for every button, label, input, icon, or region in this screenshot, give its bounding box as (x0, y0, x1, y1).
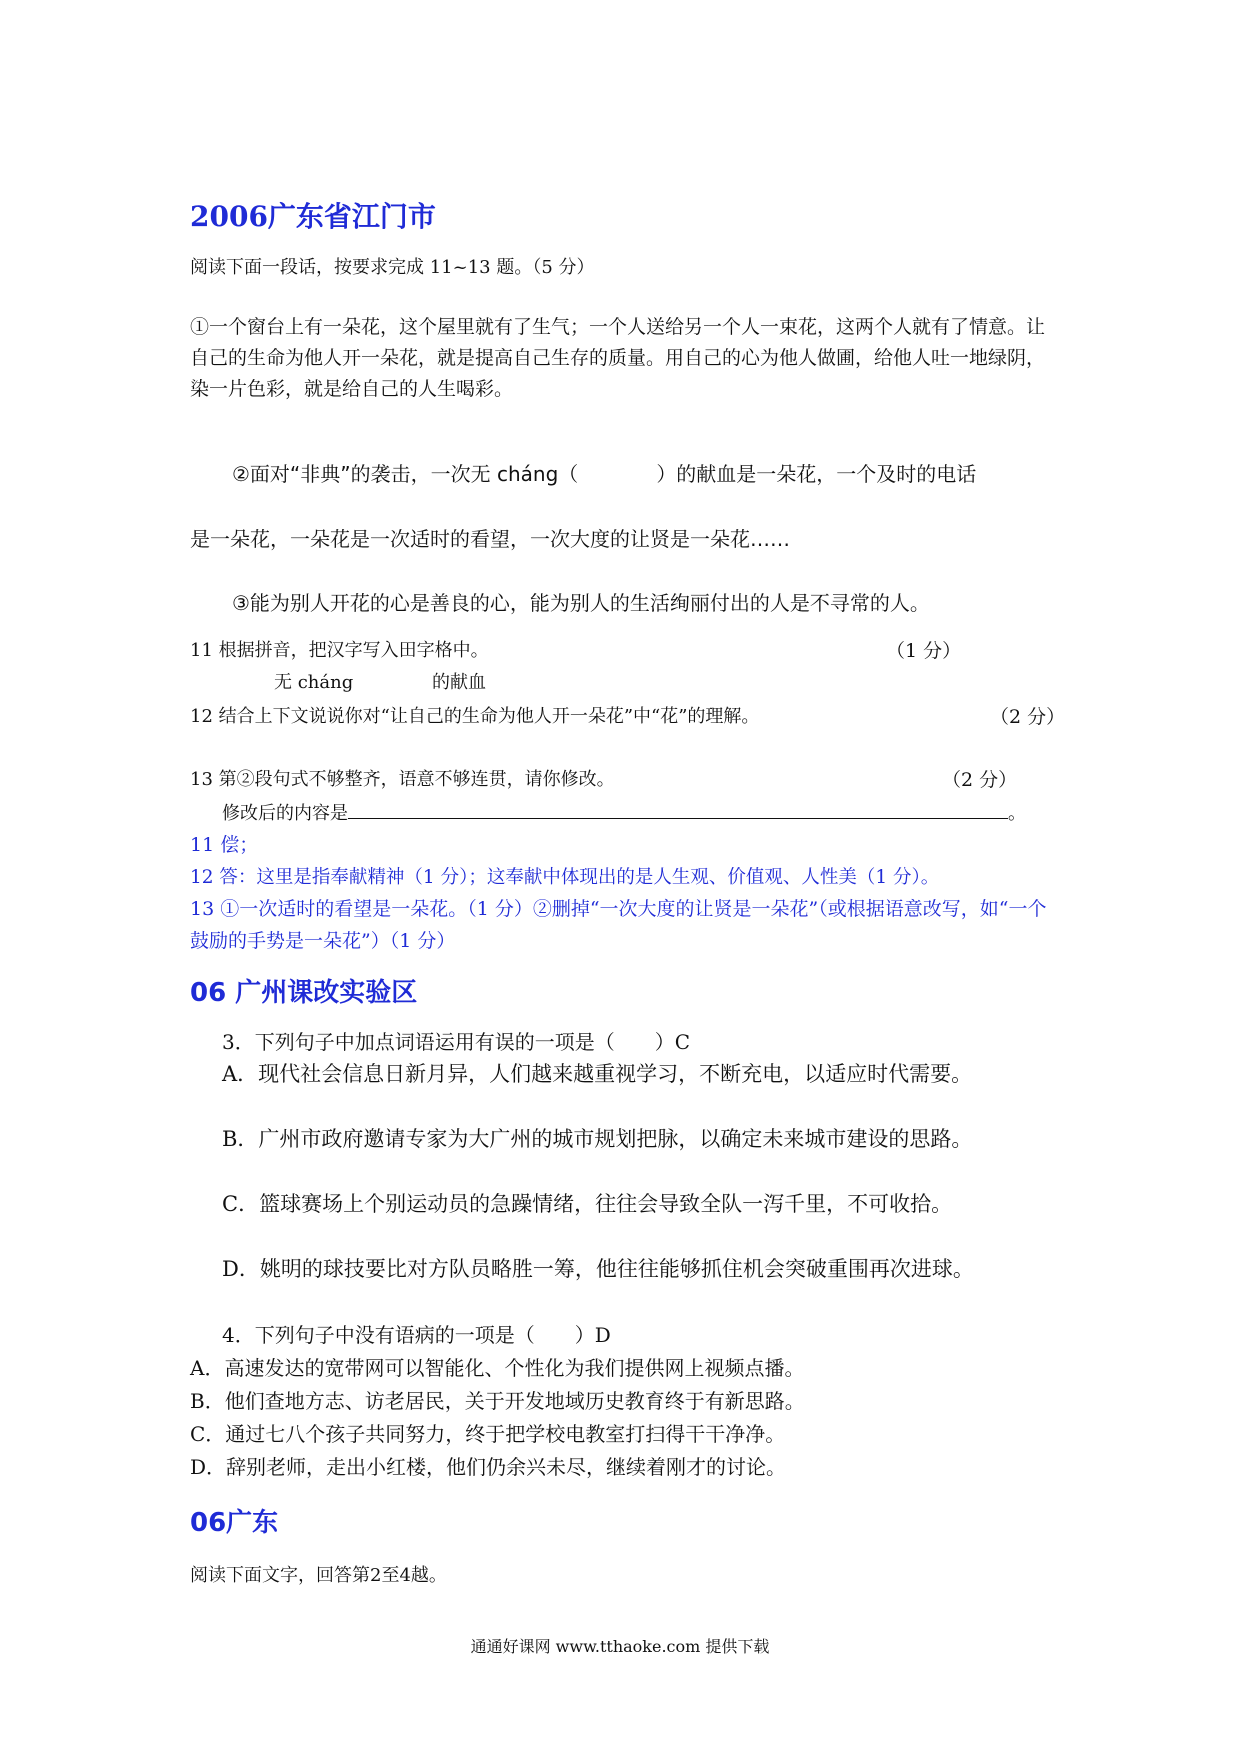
passage-paragraph-1: ①一个窗台上有一朵花，这个屋里就有了生气；一个人送给另一个人一束花，这两个人就有了情意。让自己的生命为他人开一朵花，就是提高自己生存的质量。用自己的心为他人做圃，给他人吐一地绿阴，染一片色彩，就是给自己的人生喝彩。 (190, 316, 1046, 400)
section-heading-guangdong: 06广东 (190, 1508, 279, 1538)
answer-11: 11 偿； (190, 834, 259, 856)
question-3-option-d: D．姚明的球技要比对方队员略胜一筹，他往往能够抓住机会突破重围再次进球。 (222, 1257, 974, 1281)
reading-intro: 阅读下面一段话，按要求完成 11~13 题。（5 分） (190, 257, 595, 278)
question-4: 4．下列句子中没有语病的一项是（ ）D (222, 1323, 611, 1347)
question-4-option-d: D．辞别老师，走出小红楼，他们仍余兴未尽，继续着刚才的讨论。 (190, 1455, 787, 1479)
section-heading-jiangmen: 2006广东省江门市 (190, 200, 436, 233)
question-13-answer-line (222, 798, 1026, 825)
question-3-option-b: B．广州市政府邀请专家为大广州的城市规划把脉，以确定未来城市建设的思路。 (222, 1127, 973, 1151)
question-11: 11 根据拼音，把汉字写入田字格中。 (190, 640, 489, 661)
para2-text-before-blank: ②面对“非典”的袭击，一次无 cháng（ (232, 462, 579, 486)
question-12-score: （2 分） (990, 706, 1066, 728)
answer-label: 修改后的内容是 (222, 803, 348, 824)
reading-intro-2: 阅读下面文字，回答第2至4越。 (190, 1565, 447, 1586)
page-footer: 通通好课网 www.tthaoke.com 提供下载 (470, 1637, 770, 1656)
question-4-option-a: A．高速发达的宽带网可以智能化、个性化为我们提供网上视频点播。 (190, 1356, 805, 1380)
passage-paragraph-2-line-2: 是一朵花，一朵花是一次适时的看望，一次大度的让贤是一朵花…… (190, 527, 790, 551)
answer-end-mark: 。 (1008, 803, 1026, 824)
question-13-score: （2 分） (942, 769, 1018, 791)
answer-12: 12 答：这里是指奉献精神（1 分）；这奉献中体现出的是人生观、价值观、人性美（1 分）。 (190, 867, 940, 888)
question-11-rest: 的献血 (432, 672, 486, 693)
passage-paragraph-2-line-1 (232, 458, 976, 487)
para2-text-after-blank: ）的献血是一朵花，一个及时的电话 (656, 462, 977, 486)
question-4-option-b: B．他们查地方志、访老居民，关于开发地域历史教育终于有新思路。 (190, 1389, 805, 1413)
question-11-score: （1 分） (886, 640, 962, 662)
answer-underline (348, 798, 1008, 819)
question-11-pinyin: 无 cháng (274, 672, 354, 693)
question-12: 12 结合上下文说说你对“让自己的生命为他人开一朵花”中“花”的理解。 (190, 706, 760, 727)
passage-paragraph-3: ③能为别人开花的心是善良的心，能为别人的生活绚丽付出的人是不寻常的人。 (232, 591, 930, 615)
section-heading-guangzhou: 06 广州课改实验区 (190, 978, 418, 1008)
question-4-option-c: C．通过七八个孩子共同努力，终于把学校电教室打扫得干干净净。 (190, 1422, 786, 1446)
question-13: 13 第②段句式不够整齐，语意不够连贯，请你修改。 (190, 769, 615, 790)
question-3-option-a: A．现代社会信息日新月异，人们越来越重视学习，不断充电，以适应时代需要。 (222, 1062, 973, 1086)
question-3-option-c: C．篮球赛场上个别运动员的急躁情绪，往往会导致全队一泻千里，不可收拾。 (222, 1192, 953, 1216)
question-3: 3．下列句子中加点词语运用有误的一项是（ ）C (222, 1030, 691, 1054)
answer-13: 13 ①一次适时的看望是一朵花。（1 分）②删掉“一次大度的让贤是一朵花”（或根据语意改写，如“一个鼓励的手势是一朵花”）（1 分） (190, 898, 1047, 952)
